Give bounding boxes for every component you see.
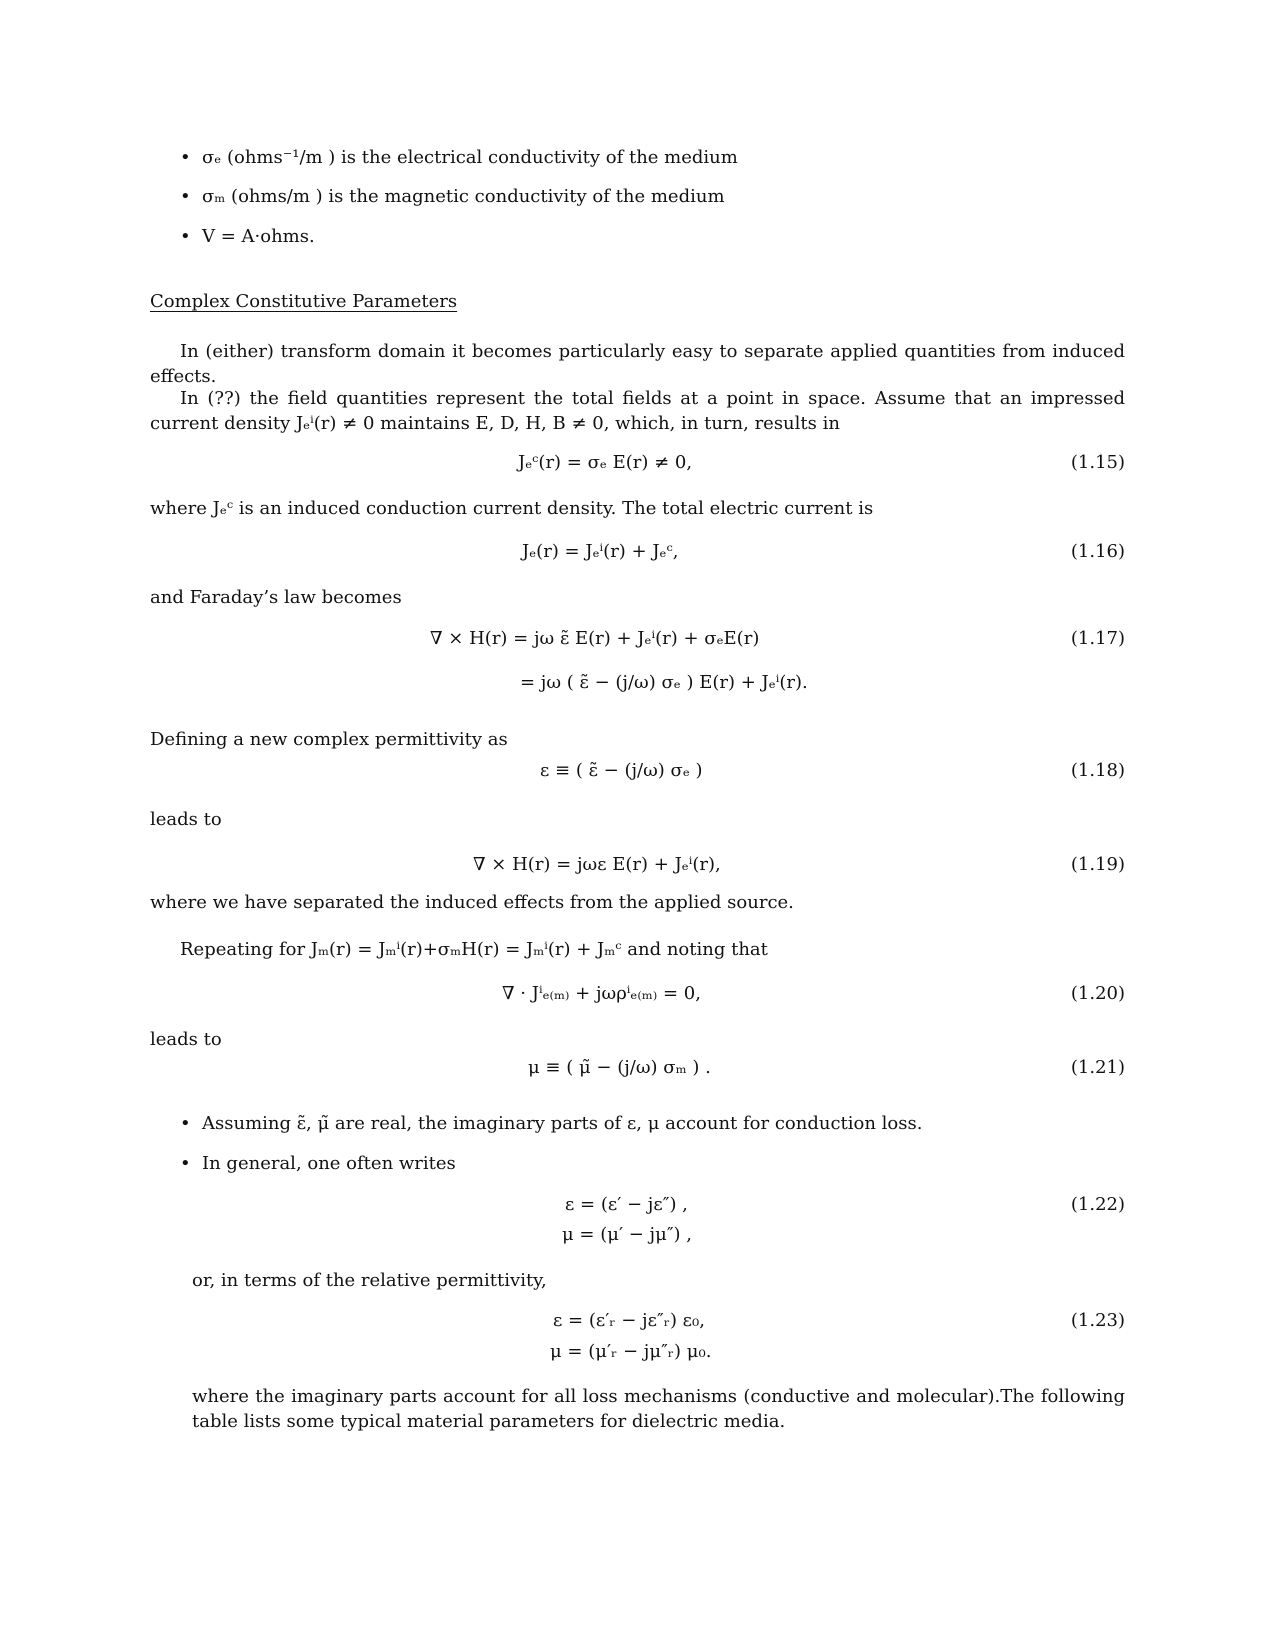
section-heading: Complex Constitutive Parameters: [150, 291, 458, 312]
equation-1-18-number: (1.18): [1070, 760, 1125, 781]
equation-1-19: [150, 854, 1125, 884]
bullet-dot-icon: •: [180, 147, 191, 168]
bullet-dot-icon: •: [180, 1113, 191, 1134]
equation-1-17-line1: ∇ × H(r) = jω ε̃ E(r) + Jₑⁱ(r) + σₑE(r): [430, 628, 760, 649]
equation-1-18: [150, 760, 1125, 790]
equation-1-22: [150, 1194, 1125, 1224]
equation-1-19-body: ∇ × H(r) = jωε E(r) + Jₑⁱ(r),: [473, 854, 721, 875]
equation-1-20-number: (1.20): [1070, 983, 1125, 1004]
equation-1-15-body: Jₑᶜ(r) = σₑ E(r) ≠ 0,: [518, 452, 693, 473]
text-faraday-law: and Faraday’s law becomes: [150, 587, 402, 608]
equation-1-21-number: (1.21): [1070, 1057, 1125, 1078]
bullet-conduction-loss: • Assuming ε̃, μ̃ are real, the imaginary parts of ε, μ account for conduction loss.: [180, 1113, 923, 1134]
equation-1-15: [150, 452, 1125, 482]
paragraph-loss-mechanisms: where the imaginary parts account for all loss mechanisms (conductive and molecular).The following table lists some typical material parameters for dielectric media.: [192, 1386, 1125, 1432]
equation-1-19-number: (1.19): [1070, 854, 1125, 875]
bullet-electrical-conductivity: • σₑ (ohms⁻¹/m ) is the electrical conductivity of the medium: [180, 147, 738, 168]
bullet-general-form: • In general, one often writes: [180, 1153, 456, 1174]
text-repeating-magnetic: Repeating for Jₘ(r) = Jₘⁱ(r)+σₘH(r) = Jₘⁱ(r) + Jₘᶜ and noting that: [180, 939, 768, 960]
equation-1-23-second-line: [150, 1341, 1125, 1371]
equation-1-16-body: Jₑ(r) = Jₑⁱ(r) + Jₑᶜ,: [522, 541, 679, 562]
equation-1-22-line2: μ = (μ′ − jμ″) ,: [562, 1224, 693, 1245]
equation-1-23-number: (1.23): [1070, 1310, 1125, 1331]
bullet-volt-definition: • V = A·ohms.: [180, 226, 315, 247]
equation-1-15-number: (1.15): [1070, 452, 1125, 473]
equation-1-23-line1: ε = (ε′ᵣ − jε″ᵣ) ε₀,: [553, 1310, 705, 1331]
text-leads-to-2: leads to: [150, 1029, 222, 1050]
equation-1-16-number: (1.16): [1070, 541, 1125, 562]
equation-1-23-line2: μ = (μ′ᵣ − jμ″ᵣ) μ₀.: [550, 1341, 712, 1362]
bullet-magnetic-conductivity: • σₘ (ohms/m ) is the magnetic conductivity of the medium: [180, 186, 725, 207]
text-conduction-current: where Jₑᶜ is an induced conduction current density. The total electric current is: [150, 498, 874, 519]
equation-1-22-number: (1.22): [1070, 1194, 1125, 1215]
equation-1-16: [150, 541, 1125, 571]
paragraph-impressed-current: In (??) the field quantities represent the total fields at a point in space. Assume that an impressed current density Jₑⁱ(r) ≠ 0 maintains E, D, H, B ≠ 0, which, in turn, results in: [150, 388, 1125, 434]
equation-1-18-body: ε ≡ ( ε̃ − (j/ω) σₑ ): [540, 760, 703, 781]
equation-1-17-number: (1.17): [1070, 628, 1125, 649]
equation-1-22-second-line: [150, 1224, 1125, 1254]
bullet-dot-icon: •: [180, 226, 191, 247]
equation-1-23: [150, 1310, 1125, 1340]
text-defining-permittivity: Defining a new complex permittivity as: [150, 729, 508, 750]
bullet-dot-icon: •: [180, 186, 191, 207]
text-relative-permittivity: or, in terms of the relative permittivity,: [192, 1270, 547, 1291]
equation-1-21: [150, 1057, 1125, 1087]
paragraph-intro: In (either) transform domain it becomes particularly easy to separate applied quantities from induced effects.: [150, 341, 1125, 387]
bullet-dot-icon: •: [180, 1153, 191, 1174]
equation-1-20: [150, 983, 1125, 1013]
equation-1-17: [150, 628, 1125, 658]
text-leads-to-1: leads to: [150, 809, 222, 830]
text-separated-effects: where we have separated the induced effects from the applied source.: [150, 892, 794, 913]
equation-1-20-body: ∇ · Jⁱₑ₍ₘ₎ + jωρⁱₑ₍ₘ₎ = 0,: [502, 983, 701, 1004]
equation-1-21-body: μ ≡ ( μ̃ − (j/ω) σₘ ) .: [528, 1057, 711, 1078]
equation-1-17-second-line: [150, 672, 1125, 702]
equation-1-17-line2: = jω ( ε̃ − (j/ω) σₑ ) E(r) + Jₑⁱ(r).: [520, 672, 808, 693]
equation-1-22-line1: ε = (ε′ − jε″) ,: [565, 1194, 688, 1215]
